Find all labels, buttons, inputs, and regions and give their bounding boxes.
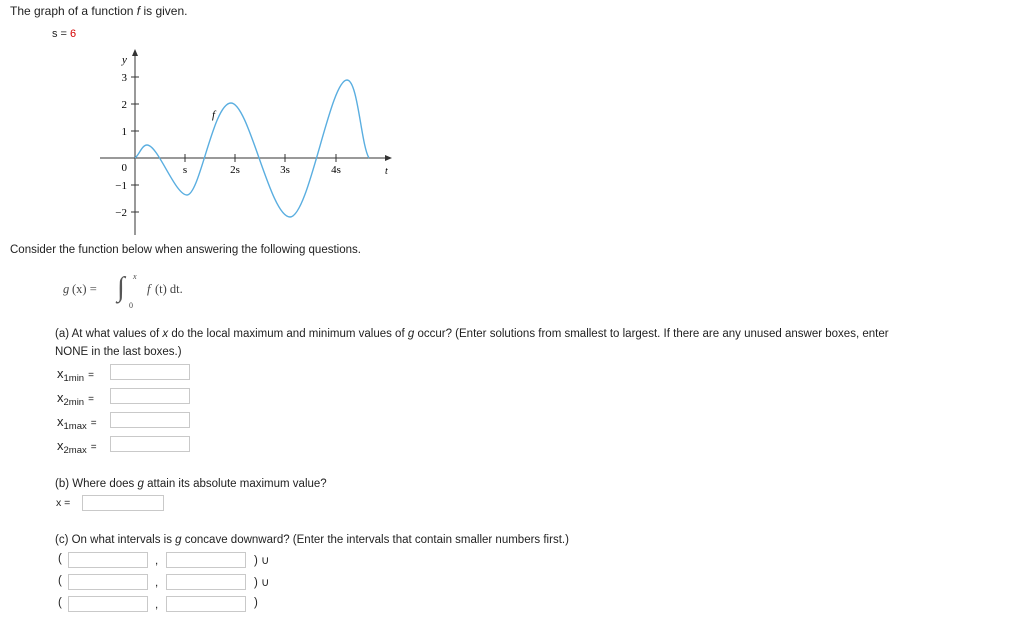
curve-label: f [212, 109, 216, 121]
x-axis-arrow [385, 155, 392, 161]
x-tick-label: 4s [331, 164, 341, 176]
y-tick-label: 1 [121, 126, 127, 138]
x1min-label: $x_{1min}$ = [57, 366, 94, 384]
y-axis-label: y [122, 54, 127, 66]
origin-label: 0 [121, 162, 127, 174]
x-tick-label: s [182, 164, 188, 176]
function-curve [135, 80, 369, 217]
function-graph [95, 45, 395, 240]
absolute-max-input[interactable] [82, 495, 164, 511]
interval-3-left-input[interactable] [68, 596, 148, 612]
formula-upper-limit: x [133, 272, 137, 281]
part-b-text: attain its absolute maximum value? [147, 478, 327, 490]
interval-comma: , [155, 599, 159, 611]
interval-open-paren: ( [58, 553, 62, 565]
s-value-line [52, 28, 76, 40]
consider-text: Consider the function below when answering the following questions. [10, 244, 361, 256]
intro-text: The graph of a function [10, 4, 134, 18]
y-tick-label: 3 [121, 72, 127, 84]
s-value: 6 [70, 28, 77, 40]
y-tick-label: 2 [121, 99, 127, 111]
x-axis-label: t [385, 166, 388, 177]
interval-comma: , [155, 555, 159, 567]
interval-close-union: ) ∪ [254, 555, 270, 567]
interval-3-right-input[interactable] [166, 596, 246, 612]
formula-integrand: f [147, 282, 151, 296]
part-a-question-line-1 [55, 328, 889, 340]
x2min-label: $x_{2min}$ = [57, 390, 94, 408]
x1max-input[interactable] [110, 412, 190, 428]
part-b-question [55, 478, 327, 490]
part-c-question [55, 534, 569, 546]
interval-close-paren: ) [254, 597, 258, 609]
part-c-g: g [175, 534, 182, 546]
part-b-g: g [137, 478, 144, 490]
intro-line [10, 4, 187, 18]
interval-open-paren: ( [58, 575, 62, 587]
formula-g: g [63, 282, 70, 296]
x2min-input[interactable] [110, 388, 190, 404]
intro-text-after: is given. [143, 4, 188, 18]
x-tick-label: 2s [230, 164, 240, 176]
part-a-g: g [407, 328, 415, 340]
x1min-input[interactable] [110, 364, 190, 380]
part-a-question-line-2: NONE in the last boxes.) [55, 346, 182, 358]
interval-comma: , [155, 577, 159, 589]
interval-1-left-input[interactable] [68, 552, 148, 568]
s-label: s = [52, 28, 67, 40]
x2max-input[interactable] [110, 436, 190, 452]
part-a-x: x [162, 328, 169, 340]
interval-close-union: ) ∪ [254, 577, 270, 589]
formula-integrand-arg: (t) dt. [155, 282, 183, 296]
y-tick-label: −1 [115, 180, 127, 192]
interval-2-right-input[interactable] [166, 574, 246, 590]
interval-2-left-input[interactable] [68, 574, 148, 590]
x2max-label: $x_{2max}$ = [57, 438, 97, 456]
part-c-text: concave downward? (Enter the intervals that contain smaller numbers first.) [184, 534, 569, 546]
x-tick-label: 3s [280, 164, 290, 176]
formula-arg: (x) = [72, 282, 97, 296]
y-tick-label: −2 [115, 207, 127, 219]
part-a-text: do the local maximum and minimum values of [171, 328, 405, 340]
interval-1-right-input[interactable] [166, 552, 246, 568]
part-a-text: occur? (Enter solutions from smallest to largest. If there are any unused answer boxes, enter [417, 328, 889, 340]
formula-lower-limit: 0 [129, 301, 133, 310]
part-b-text: (b) Where does [55, 478, 135, 490]
part-a-text: (a) At what values of [55, 328, 160, 340]
part-c-text: (c) On what intervals is [55, 534, 172, 546]
intro-function-name: f [136, 4, 141, 18]
part-b-x-label: x = [56, 497, 71, 509]
y-axis-arrow [132, 49, 138, 56]
x1max-label: $x_{1max}$ = [57, 414, 97, 432]
interval-open-paren: ( [58, 597, 62, 609]
integral-sign-icon: ∫ [117, 272, 125, 303]
